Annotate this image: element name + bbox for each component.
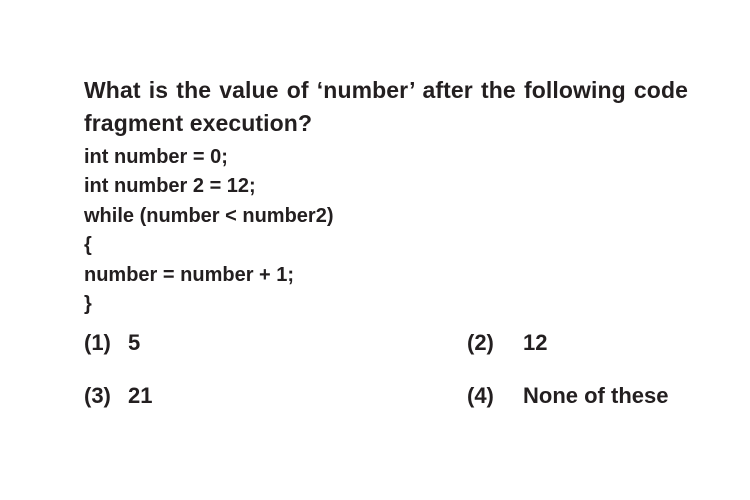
code-line: int number 2 = 12; [84,175,256,198]
code-block [84,143,333,319]
code-line: } [84,293,92,316]
option-number: (4) [467,383,494,408]
option-number: (2) [467,330,494,355]
option-4[interactable] [467,382,668,410]
option-number: (3) [84,383,111,408]
option-1[interactable] [84,329,140,357]
code-line: int number = 0; [84,146,228,168]
code-line: { [84,234,92,257]
option-value: 21 [128,383,153,408]
option-2[interactable] [467,329,547,357]
code-line: number = number + 1; [84,263,295,286]
option-number: (1) [84,330,111,355]
option-value: 5 [128,330,141,355]
option-value: None of these [523,383,669,408]
option-value: 12 [523,330,548,355]
code-line: while (number < number2) [84,204,334,227]
question-text: What is the value of ‘number’ after the following code fragment execution? [84,77,688,136]
option-3[interactable] [84,382,152,410]
